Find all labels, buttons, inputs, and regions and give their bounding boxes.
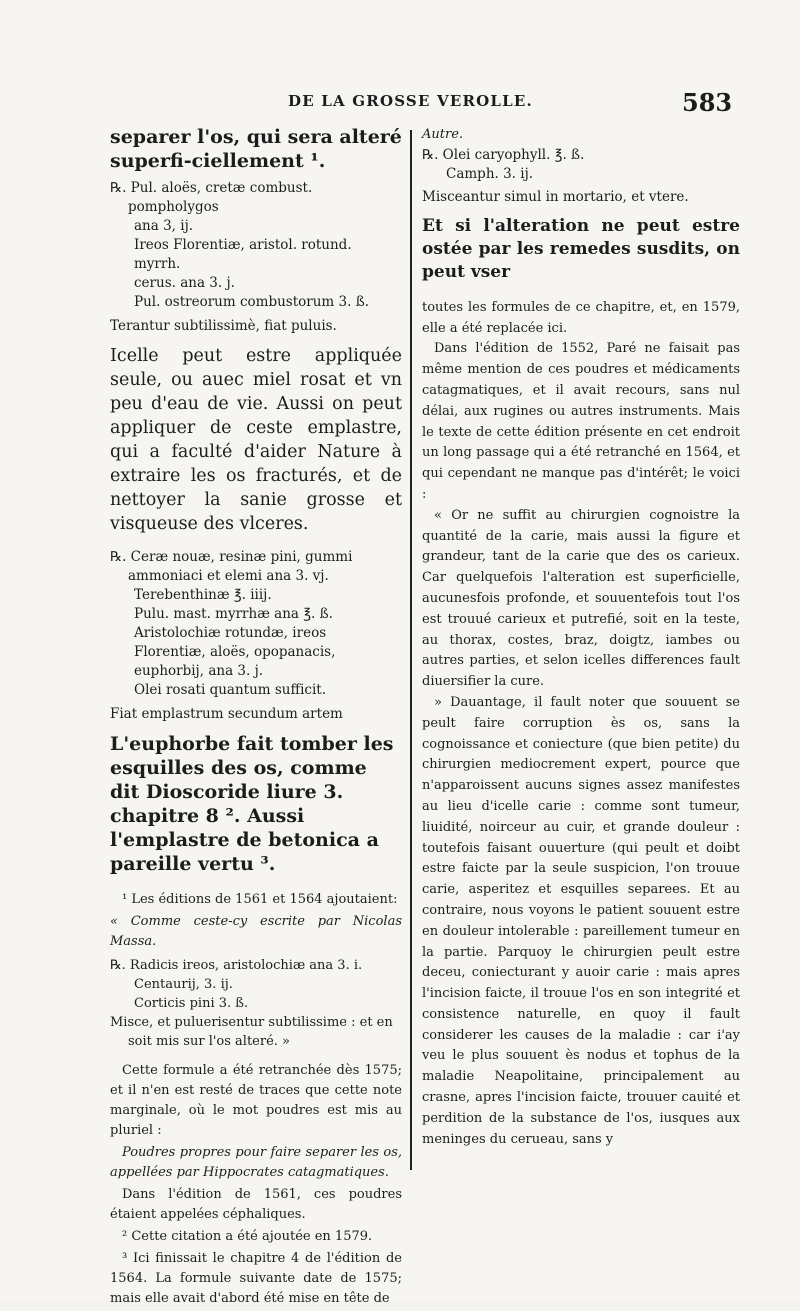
formula-title: Autre. [422,127,464,142]
footnote-2: ² Cette citation a été ajoutée en 1579. [122,1229,373,1244]
page-number: 583 [682,88,733,117]
formula-line: Centaurij, 3. ij. [134,977,233,992]
formula-line: Misce, et puluerisentur subtilissime : et en soit mis sur l'os alteré. » [110,1015,393,1049]
formula-powder [110,179,402,312]
left-column [110,125,402,1311]
formula-line: ℞. Olei caryophyll. ℥. ß. [422,146,585,163]
body-paragraph: Icelle peut estre appliquée seule, ou auec miel rosat et vn peu d'eau de vie. Aussi on peut appliquer de ceste emplastre, qui a faculté d'aider Nature à extraire les os fracturés, et de nettoyer la sanie grosse et visqueuse des vlceres. [110,346,402,534]
footnote-1: ¹ Les éditions de 1561 et 1564 ajoutaient: [122,892,398,907]
latin-instruction: Fiat emplastrum secundum artem [110,706,343,722]
note-continuation: toutes les formules de ce chapitre, et, en 1579, elle a été replacée ici. [422,299,740,336]
formula-line: ana 3, ij. [134,218,194,234]
formula-line: Olei rosati quantum sufficit. [134,682,326,698]
formula-line: Aristolochiæ rotundæ, ireos Florentiæ, aloës, opopanacis, euphorbij, ana 3. j. [134,625,336,679]
formula-line: Pulu. mast. myrrhæ ana ℥. ß. [134,606,333,622]
formula-line: cerus. ana 3. j. [134,275,235,291]
latin-instruction: Terantur subtilissimè, fiat puluis. [110,318,337,334]
formula-line: Pul. ostreorum combustorum 3. ß. [134,294,369,310]
left-heading: separer l'os, qui sera alteré superfi-ciellement ¹. [110,126,402,172]
formula-line: Corticis pini 3. ß. [134,996,249,1011]
footnote-1-cephaliques: Dans l'édition de 1561, ces poudres étaient appelées céphaliques. [110,1187,402,1222]
footnote-3: ³ Ici finissait le chapitre 4 de l'édition de 1564. La formule suivante date de 1575; mais elle avait d'abord été mise en tête de [110,1251,402,1306]
formula-line: ℞. Ceræ nouæ, resinæ pini, gummi ammoniaci et elemi ana 3. vj. [110,549,353,584]
quoted-passage: « Or ne suffit au chirurgien cognoistre la quantité de la carie, mais aussi la figure et grandeur, tant de la carie que des os carieux. Car quelquefois l'alteration est superficielle, aucunesfois profonde, et souuentefois tout l'os est trouué carieux et putrefié, soit en la teste, au thorax, costes, braz, doigtz, iambes ou autres parties, et selon icelles differences fault diuersifier la cure. [422,507,740,690]
footnote-1-text: Cette formule a été retranchée dès 1575; et il n'en est resté de traces que cette note marginale, où le mot poudres est mis au pluriel : [110,1063,402,1138]
note-paragraph: Dans l'édition de 1552, Paré ne faisait pas même mention de ces poudres et médicaments catagmatiques, et il avait recours, sans nul délai, aux rugines ou autres instruments. Mais le texte de cette édition présente en cet endroit un long passage qui a été retranché en 1564, et qui cependant ne manque pas d'intérêt; le voici : [422,341,740,502]
formula-line: Camph. 3. ij. [446,165,534,182]
formula-line: ℞. Pul. aloës, cretæ combust. pompholygos [110,180,313,215]
formula-footnote [110,956,402,1051]
formula-emplastre [110,548,402,700]
formula-line: Ireos Florentiæ, aristol. rotund. myrrh. [134,237,352,272]
footnote-1-marginal: Poudres propres pour faire separer les os, appellées par Hippocrates catagmatiques. [110,1145,402,1180]
latin-instruction: Misceantur simul in mortario, et vtere. [422,188,689,205]
formula-line: Terebenthinæ ℥. iiij. [134,587,272,603]
right-column [422,125,740,1150]
quoted-passage: » Dauantage, il fault noter que souuent se peult faire corruption ès os, sans la cognoissance et coniecture (que bien petite) du chirurgien mediocrement expert, pource que n'apparoissent aucuns signes assez manifestes au lieu d'icelle carie : comme sont tumeur, liuidité, noirceur au cuir, et grande douleur : toutefois faisant ouuerture (qui peult et doibt estre faicte par la seule suspicion, l'on trouue carie, asperitez et esquilles separees. Et au contraire, nous voyons le patient souuent estre en douleur intolerable : pareillement tumeur en la partie. Parquoy le chirurgien peult estre deceu, coniecturant y auoir carie : mais apres l'incision faicte, il trouue l'os en son integrité et consistence naturelle, en quoy il fault considerer les causes de la maladie : car i'ay veu le plus souuent ès nodus et tophus de la maladie Neapolitaine, principalement au crasne, apres l'incision faicte, trouuer cauité et perdition de la substance de l'os, iusques aux meninges du cerueau, sans y [422,694,740,1147]
body-bold-paragraph: L'euphorbe fait tomber les esquilles des os, comme dit Dioscoride liure 3. chapitre 8 ². Aussi l'emplastre de betonica a pareille vertu ³. [110,733,394,875]
running-head: DE LA GROSSE VEROLLE. [288,92,533,110]
column-rule [410,130,412,1170]
formula-line: ℞. Radicis ireos, aristolochiæ ana 3. i. [110,958,363,973]
section-heading: Et si l'alteration ne peut estre ostée par les remedes susdits, on peut vser [422,215,740,282]
formula-autre [422,146,740,184]
footnote-1-quote: « Comme ceste-cy escrite par Nicolas Massa. [110,914,402,949]
